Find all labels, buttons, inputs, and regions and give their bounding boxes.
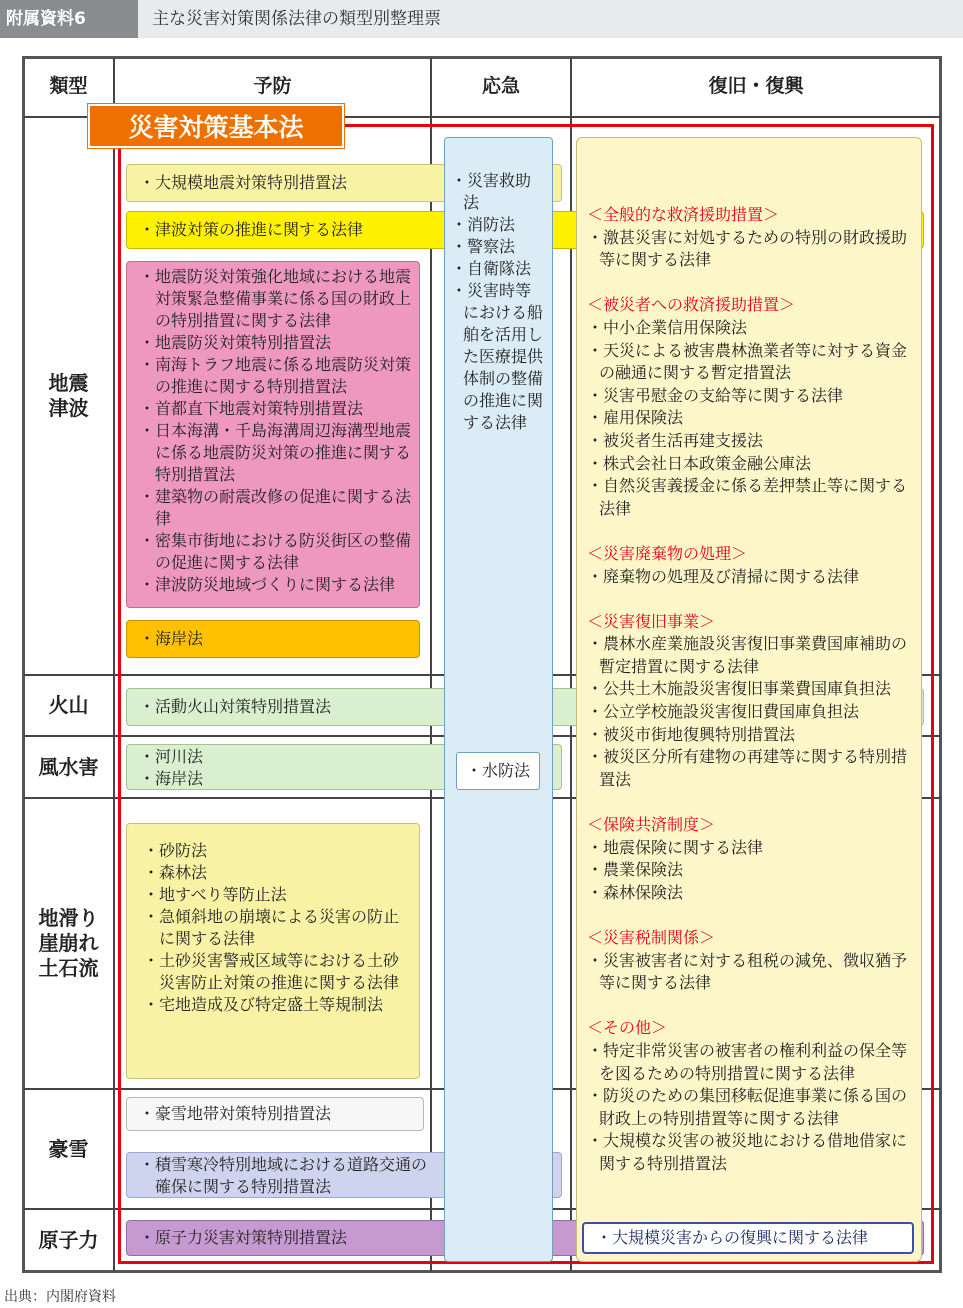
- list-item: ・自然災害義援金に係る差押禁止等に関する法律: [587, 476, 908, 518]
- list-item: ・地震保険に関する法律: [587, 837, 764, 857]
- list-item: ・農業保険法: [587, 860, 684, 880]
- list-item: ・日本海溝・千島海溝周辺海溝型地震に係る地震防災対策の推進に関する特別措置法: [139, 421, 412, 484]
- list-item: ・地震防災対策強化地域における地震対策緊急整備事業に係る国の財政上の特別措置に関する法律: [139, 267, 412, 330]
- list-item: ・廃棄物の処理及び清掃に関する法律: [587, 566, 860, 586]
- column-header-recovery: 復旧・復興: [708, 75, 804, 97]
- law-text: ・津波対策の推進に関する法律: [139, 220, 364, 239]
- list-item: ・被災区分所有建物の再建等に関する特別措置法: [587, 747, 908, 789]
- section-title: ＜災害復旧事業＞: [587, 611, 716, 631]
- reconstruction-law-box: ・大規模災害からの復興に関する法律: [582, 1222, 914, 1254]
- column-header-emergency: 応急: [481, 75, 520, 97]
- list-item: ・雇用保険法: [587, 408, 684, 428]
- snow-law-box-1: [126, 1097, 424, 1131]
- recovery-section: [587, 543, 915, 588]
- list-item: ・積雪寒冷特別地域における道路交通の確保に関する特別措置法: [139, 1155, 428, 1196]
- list-item: ・株式会社日本政策金融公庫法: [587, 453, 812, 473]
- list-item: ・土砂災害警戒区域等における土砂災害防止対策の推進に関する法律: [143, 951, 400, 992]
- list-item: ・天災による被害農林漁業者等に対する資金の融通に関する暫定措置法: [587, 340, 908, 383]
- section-title: ＜災害税制関係＞: [587, 928, 716, 947]
- section-title: ＜保険共済制度＞: [587, 815, 716, 835]
- row-label-flood: 風水害: [38, 754, 99, 779]
- recovery-section: [587, 294, 915, 520]
- landslide-law-box: [126, 823, 420, 1079]
- list-item: ・消防法: [451, 215, 516, 234]
- list-item: ・防災のための集団移転促進事業に係る国の財政上の特別措置等に関する法律: [587, 1086, 908, 1128]
- recovery-section: [587, 611, 915, 792]
- list-item: ・被災者生活再建支援法: [587, 430, 764, 450]
- eq-pink-box: [126, 261, 420, 608]
- eq-orange-box: [126, 620, 420, 658]
- law-text: ・豪雪地帯対策特別措置法: [139, 1104, 332, 1123]
- list-item: ・災害弔慰金の支給等に関する法律: [587, 385, 844, 405]
- basic-act-label: 災害対策基本法: [88, 104, 344, 148]
- list-item: ・中小企業信用保険法: [587, 317, 748, 337]
- row-label-volcano: 火山: [48, 693, 89, 717]
- list-item: ・河川法: [139, 747, 204, 766]
- list-item: ・森林保険法: [587, 882, 684, 902]
- list-item: ・宅地造成及び特定盛土等規制法: [143, 995, 384, 1014]
- emergency-law-column: [444, 137, 553, 1262]
- list-item: ・首都直下地震対策特別措置法: [139, 399, 364, 418]
- list-item: ・急傾斜地の崩壊による災害の防止に関する法律: [143, 907, 400, 948]
- list-item: ・砂防法: [143, 841, 208, 860]
- list-item: ・災害被害者に対する租税の減免、徴収猶予等に関する法律: [587, 950, 908, 993]
- appendix-tab: 附属資料6: [0, 0, 138, 38]
- list-item: ・密集市街地における防災街区の整備の促進に関する法律: [139, 531, 412, 572]
- law-text: ・活動火山対策特別措置法: [139, 697, 332, 716]
- section-title: ＜全般的な救済援助措置＞: [587, 205, 780, 224]
- section-title: ＜災害廃棄物の処理＞: [587, 543, 748, 563]
- list-item: ・自衛隊法: [451, 259, 532, 278]
- recovery-law-column: [576, 137, 922, 1262]
- row-label-snow: 豪雪: [48, 1136, 89, 1161]
- law-text: ・原子力災害対策特別措置法: [139, 1228, 348, 1247]
- list-item: ・被災市街地復興特別措置法: [587, 724, 796, 744]
- row-label-earthquake: 地震 津波: [48, 371, 89, 420]
- list-item: ・特定非常災害の被害者の権利利益の保全等を図るための特別措置に関する法律: [587, 1040, 908, 1083]
- column-header-prevention: 予防: [253, 75, 292, 97]
- list-item: ・災害救助法: [451, 171, 532, 212]
- row-label-landslide: 地滑り 崖崩れ 土石流: [38, 906, 99, 980]
- recovery-section: [587, 204, 915, 272]
- list-item: ・警察法: [451, 237, 516, 256]
- column-header-type: 類型: [49, 75, 88, 97]
- source-note: 出典：内閣府資料: [4, 1289, 116, 1305]
- list-item: ・海岸法: [139, 769, 204, 788]
- list-item: ・農林水産業施設災害復旧事業費国庫補助の暫定措置に関する法律: [587, 634, 908, 676]
- list-item: ・激甚災害に対処するための特別の財政援助等に関する法律: [587, 227, 908, 270]
- list-item: ・地震防災対策特別措置法: [139, 333, 332, 352]
- list-item: ・災害時等における船舶を活用した医療提供体制の整備の推進に関する法律: [451, 281, 544, 432]
- list-item: ・南海トラフ地震に係る地震防災対策の推進に関する特別措置法: [139, 355, 412, 396]
- list-item: ・大規模な災害の被災地における借地借家に関する特別措置法: [587, 1131, 908, 1173]
- recovery-section: [587, 814, 915, 904]
- header-bar: [0, 0, 963, 38]
- law-text: ・大規模地震対策特別措置法: [139, 173, 348, 192]
- list-item: ・公立学校施設災害復旧費国庫負担法: [587, 702, 860, 722]
- section-title: ＜被災者への救済援助措置＞: [587, 295, 796, 315]
- list-item: ・森林法: [143, 863, 208, 882]
- flood-fighting-law-box: ・水防法: [456, 752, 540, 790]
- section-title: ＜その他＞: [587, 1018, 668, 1038]
- list-item: ・公共土木施設災害復旧事業費国庫負担法: [587, 679, 892, 699]
- list-item: ・建築物の耐震改修の促進に関する法律: [139, 487, 412, 528]
- list-item: ・地すべり等防止法: [143, 885, 287, 904]
- law-text: ・海岸法: [139, 629, 204, 648]
- list-item: ・津波防災地域づくりに関する法律: [139, 575, 396, 594]
- page-title: 主な災害対策関係法律の類型別整理票: [152, 9, 441, 29]
- recovery-section: [587, 1017, 915, 1175]
- recovery-section: [587, 927, 915, 995]
- row-label-nuclear: 原子力: [38, 1228, 99, 1252]
